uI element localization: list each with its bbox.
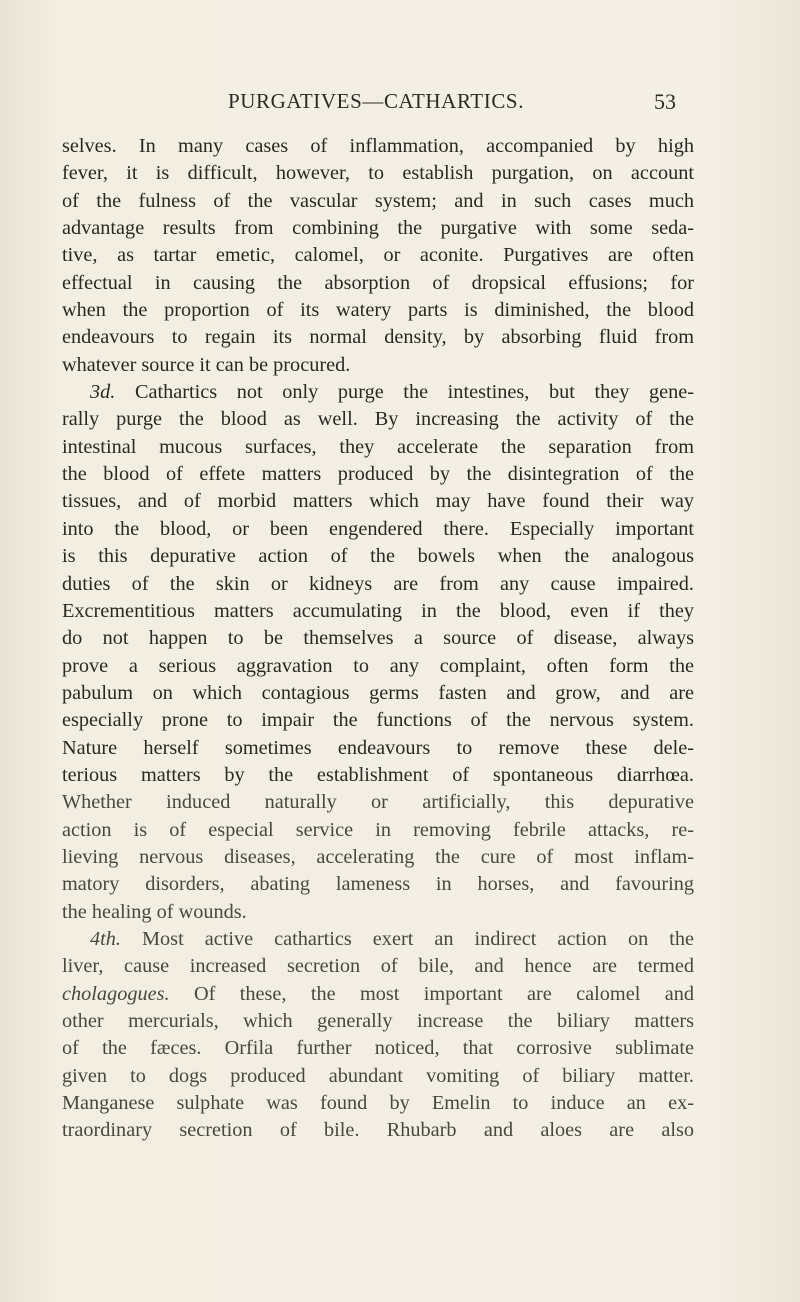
text-line: Most active cathartics exert an indirect action on the bbox=[142, 927, 694, 950]
body-text bbox=[62, 133, 694, 1145]
paragraph-start bbox=[62, 926, 694, 953]
page-header bbox=[0, 89, 800, 119]
text-line: lieving nervous diseases, accelerating the cure of most inflam- bbox=[62, 845, 694, 868]
text-line: advantage results from combining the purgative with some seda- bbox=[62, 217, 694, 240]
paragraph-lead: 3d. bbox=[90, 381, 116, 404]
text-line: fever, it is difficult, however, to establish purgation, on account bbox=[62, 162, 694, 185]
text-line: tive, as tartar emetic, calomel, or aconite. Purgatives are often bbox=[62, 244, 694, 267]
text-line: other mercurials, which generally increase the biliary matters bbox=[62, 1010, 694, 1032]
text-line: of the fæces. Orfila further noticed, that corrosive sublimate bbox=[62, 1037, 694, 1060]
paragraph-start bbox=[62, 379, 694, 406]
text-line: Whether induced naturally or artificially, this depurative bbox=[62, 791, 694, 814]
text-line: rally purge the blood as well. By increasing the activity of the bbox=[62, 408, 694, 431]
text-line: is this depurative action of the bowels when the analogous bbox=[62, 545, 694, 568]
text-line-with-term bbox=[62, 981, 694, 1008]
text-line: given to dogs produced abundant vomiting of biliary matter. bbox=[62, 1064, 694, 1087]
text-line: traordinary secretion of bile. Rhubarb and aloes are also bbox=[62, 1119, 694, 1142]
text-line: action is of especial service in removing febrile attacks, re- bbox=[62, 818, 694, 841]
text-line: endeavours to regain its normal density, by absorbing fluid from bbox=[62, 326, 694, 349]
text-line: selves. In many cases of inflammation, accompanied by high bbox=[62, 135, 694, 157]
text-line: matory disorders, abating lameness in horses, and favouring bbox=[62, 873, 694, 896]
text-line: duties of the skin or kidneys are from any cause impaired. bbox=[62, 572, 694, 595]
text-line: intestinal mucous surfaces, they accelerate the separation from bbox=[62, 435, 694, 458]
text-line: whatever source it can be procured. bbox=[62, 353, 351, 376]
text-line: of the fulness of the vascular system; and in such cases much bbox=[62, 189, 694, 212]
text-line: pabulum on which contagious germs fasten and grow, and are bbox=[62, 681, 694, 704]
text-line: prove a serious aggravation to any complaint, often form the bbox=[62, 654, 694, 677]
text-line: do not happen to be themselves a source of disease, always bbox=[62, 627, 694, 650]
text-line: Excrementitious matters accumulating in the blood, even if they bbox=[62, 599, 694, 622]
page-number: 53 bbox=[654, 89, 676, 114]
running-head: PURGATIVES—CATHARTICS. bbox=[228, 89, 525, 113]
text-line: the blood of effete matters produced by the disintegration of the bbox=[62, 463, 694, 486]
text-line: when the proportion of its watery parts is diminished, the blood bbox=[62, 299, 694, 322]
italic-term: cholagogues. bbox=[62, 982, 170, 1005]
text-line: Of these, the most important are calomel and bbox=[193, 982, 694, 1005]
text-line: liver, cause increased secretion of bile, and hence are termed bbox=[62, 955, 694, 978]
text-line: Cathartics not only purge the intestines, but they gene- bbox=[134, 381, 694, 404]
text-line: especially prone to impair the functions of the nervous system. bbox=[62, 709, 694, 732]
text-line: terious matters by the establishment of spontaneous diarrhœa. bbox=[62, 763, 694, 786]
text-line: the healing of wounds. bbox=[62, 900, 247, 923]
text-line: tissues, and of morbid matters which may have found their way bbox=[62, 490, 694, 513]
text-line: into the blood, or been engendered there. Especially important bbox=[62, 517, 694, 540]
text-line: Nature herself sometimes endeavours to remove these dele- bbox=[62, 736, 694, 759]
text-line: Manganese sulphate was found by Emelin to induce an ex- bbox=[62, 1092, 694, 1115]
text-line: effectual in causing the absorption of dropsical effusions; for bbox=[62, 271, 694, 294]
paragraph-lead: 4th. bbox=[90, 927, 121, 950]
